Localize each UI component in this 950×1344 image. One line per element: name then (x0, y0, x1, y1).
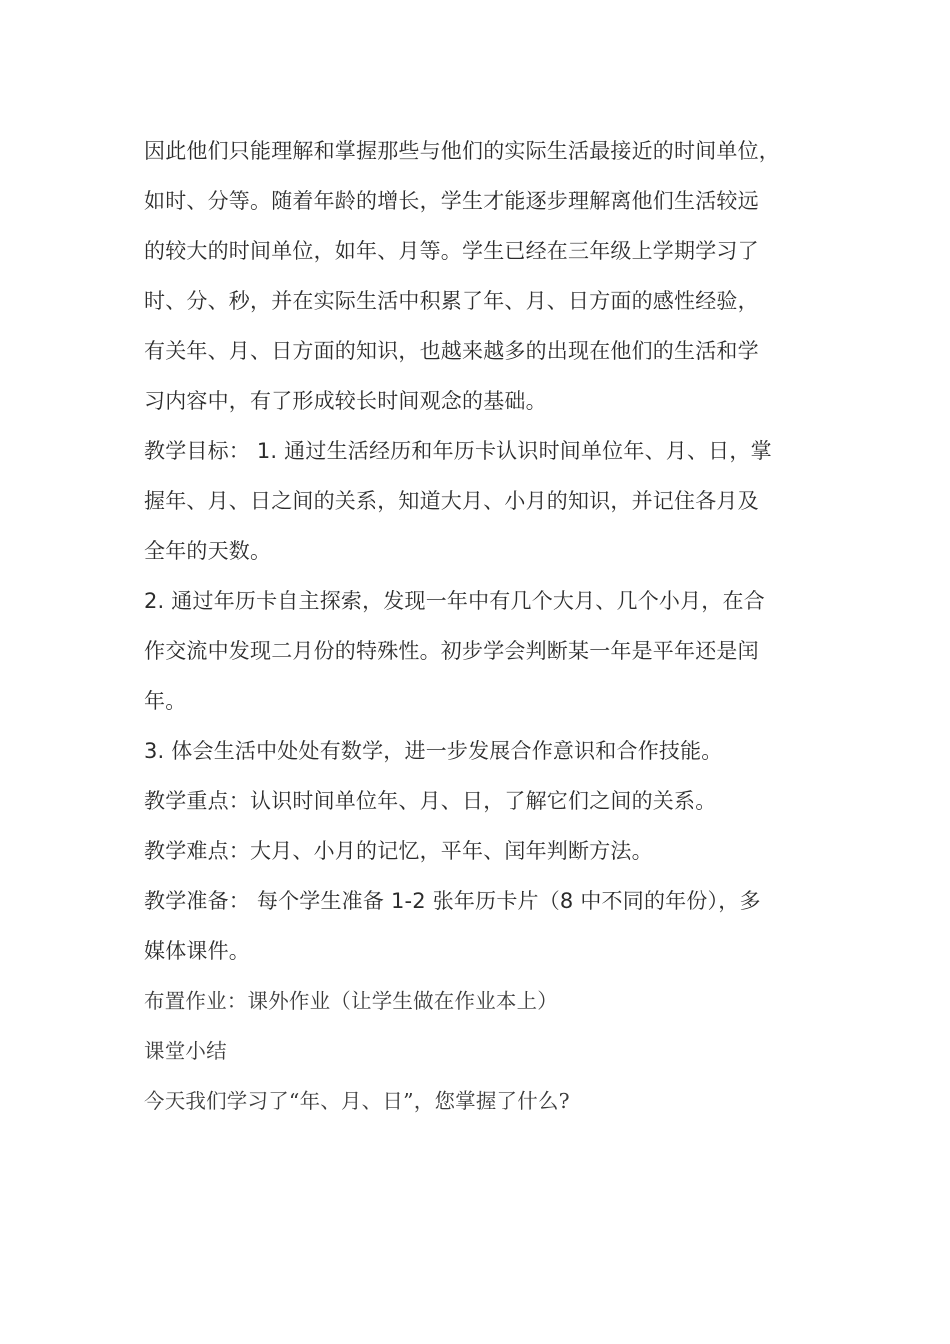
teaching-goal-line: 3. 体会生活中处处有数学，进一步发展合作意识和合作技能。 (144, 739, 723, 763)
homework-line: 布置作业：课外作业（让学生做在作业本上） (144, 989, 558, 1013)
teaching-preparation-line: 教学准备： 每个学生准备 1-2 张年历卡片（8 中不同的年份），多 (144, 889, 761, 913)
document-body (144, 126, 814, 1126)
teaching-focus-line: 教学重点：认识时间单位年、月、日，了解它们之间的关系。 (144, 789, 717, 813)
paragraph-line: 的较大的时间单位，如年、月等。学生已经在三年级上学期学习了 (144, 239, 759, 263)
paragraph-line: 如时、分等。随着年龄的增长，学生才能逐步理解离他们生活较远 (144, 189, 759, 213)
teaching-goal-line: 教学目标： 1. 通过生活经历和年历卡认识时间单位年、月、日，掌 (144, 439, 772, 463)
paragraph-line: 习内容中，有了形成较长时间观念的基础。 (144, 389, 547, 413)
summary-heading: 课堂小结 (144, 1039, 227, 1063)
paragraph-line: 时、分、秒，并在实际生活中积累了年、月、日方面的感性经验， (144, 289, 759, 313)
teaching-goal-line: 2. 通过年历卡自主探索，发现一年中有几个大月、几个小月，在合 (144, 589, 765, 613)
teaching-preparation-line: 媒体课件。 (144, 939, 250, 963)
paragraph-line: 因此他们只能理解和掌握那些与他们的实际生活最接近的时间单位， (144, 139, 780, 163)
teaching-goal-line: 全年的天数。 (144, 539, 272, 563)
teaching-difficulty-line: 教学难点：大月、小月的记忆，平年、闰年判断方法。 (144, 839, 653, 863)
summary-line: 今天我们学习了“年、月、日”，您掌握了什么? (144, 1089, 570, 1113)
teaching-goal-line: 作交流中发现二月份的特殊性。初步学会判断某一年是平年还是闰 (144, 639, 759, 663)
teaching-goal-line: 年。 (144, 689, 187, 713)
paragraph-line: 有关年、月、日方面的知识，也越来越多的出现在他们的生活和学 (144, 339, 759, 363)
teaching-goal-line: 握年、月、日之间的关系，知道大月、小月的知识，并记住各月及 (144, 489, 759, 513)
